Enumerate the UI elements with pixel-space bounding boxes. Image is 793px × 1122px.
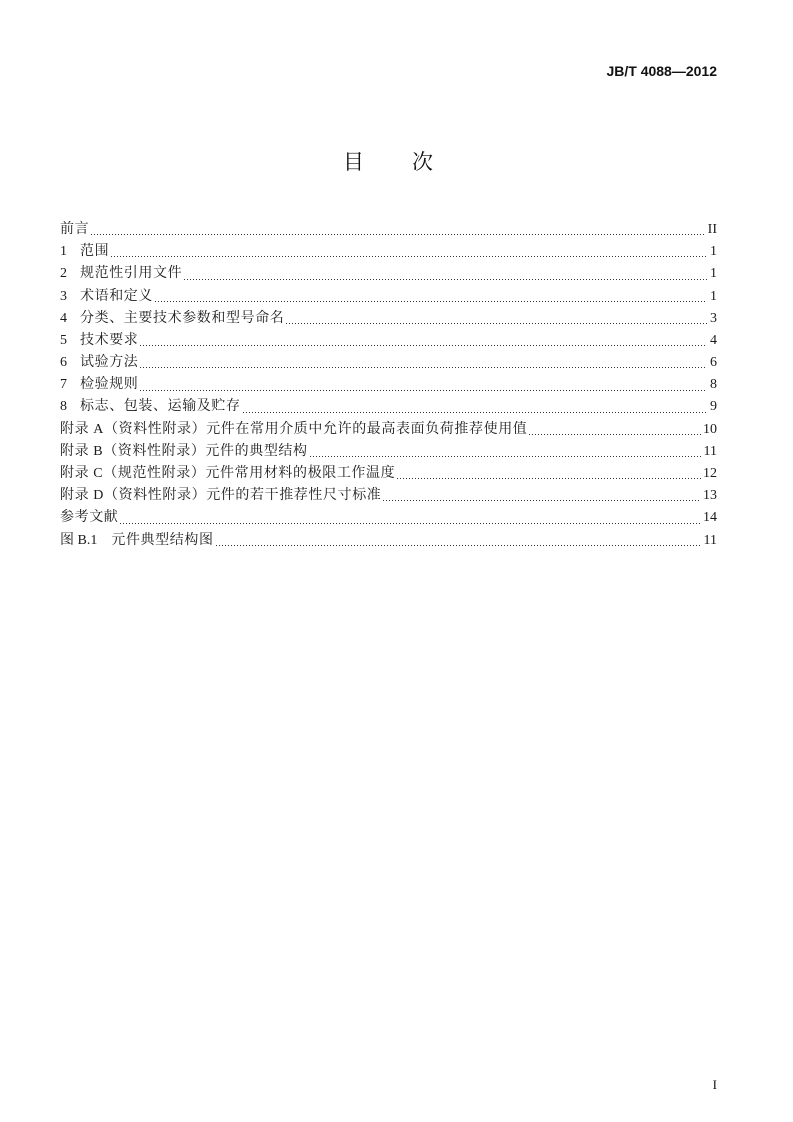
toc-entry-page: II [707, 221, 717, 237]
dot-leader [140, 352, 707, 374]
toc-entry-title: 参考文献 [60, 510, 119, 526]
toc-entry-2 [60, 263, 717, 285]
toc-entry-page: 13 [703, 488, 717, 504]
toc-entry-title: 附录 B（资料性附录）元件的典型结构 [60, 443, 308, 459]
dot-leader [310, 441, 702, 463]
toc-entry-title: 技术要求 [80, 332, 139, 348]
toc-entry-number: 1 [60, 244, 67, 260]
standard-number: JB/T 4088—2012 [606, 63, 717, 79]
toc-entry-title: 检验规则 [80, 377, 139, 393]
toc-entry-annex-d [60, 485, 717, 507]
toc-entry-number: 5 [60, 332, 67, 348]
dot-leader [155, 286, 707, 308]
toc-entry-number: 图 B.1 [60, 532, 98, 548]
toc-entry-title: 附录 D（资料性附录）元件的若干推荐性尺寸标准 [60, 488, 382, 504]
dot-leader [397, 463, 701, 485]
toc-entry-number: 6 [60, 355, 67, 371]
toc-entry-title: 术语和定义 [80, 288, 153, 304]
dot-leader [140, 374, 707, 396]
toc-entry-title: 元件典型结构图 [111, 532, 214, 548]
toc-entry-figure-b1 [60, 530, 717, 552]
toc-entry-page: 12 [703, 466, 717, 482]
toc-entry-6 [60, 352, 717, 374]
dot-leader [243, 397, 707, 419]
toc-entry-page: 11 [703, 443, 717, 459]
toc-entry-title: 规范性引用文件 [80, 266, 183, 282]
toc-entry-8 [60, 397, 717, 419]
toc-entry-page: 3 [710, 310, 717, 326]
dot-leader [529, 419, 701, 441]
toc-entry-foreword [60, 219, 717, 241]
toc-entry-number: 3 [60, 288, 67, 304]
toc-entry-page: 1 [710, 244, 717, 260]
toc-entry-title: 前言 [60, 221, 90, 237]
toc-entry-annex-a [60, 419, 717, 441]
toc-entry-page: 14 [703, 510, 717, 526]
toc-entry-page: 9 [710, 399, 717, 415]
toc-entry-5 [60, 330, 717, 352]
toc-entry-title: 试验方法 [80, 355, 139, 371]
dot-leader [184, 263, 707, 285]
toc-entry-1 [60, 241, 717, 263]
toc-heading: 目 次 [343, 150, 447, 174]
toc-entry-3 [60, 286, 717, 308]
toc-entry-4 [60, 308, 717, 330]
toc-entry-bibliography [60, 507, 717, 529]
toc-entry-number: 2 [60, 266, 67, 282]
toc-entry-number: 4 [60, 310, 67, 326]
toc-entry-page: 10 [703, 421, 717, 437]
dot-leader [216, 530, 702, 552]
toc-entry-title: 标志、包装、运输及贮存 [80, 399, 241, 415]
dot-leader [383, 485, 701, 507]
toc-entry-number: 7 [60, 377, 67, 393]
toc-entry-title: 范围 [80, 244, 110, 260]
toc-entry-title: 附录 C（规范性附录）元件常用材料的极限工作温度 [60, 466, 396, 482]
toc-entry-page: 11 [703, 532, 717, 548]
toc-entry-annex-b [60, 441, 717, 463]
page-number: I [712, 1077, 717, 1092]
toc-entry-title: 分类、主要技术参数和型号命名 [80, 310, 285, 326]
table-of-contents [60, 219, 717, 552]
dot-leader [286, 308, 707, 330]
toc-entry-page: 1 [710, 266, 717, 282]
toc-entry-page: 1 [710, 288, 717, 304]
toc-entry-7 [60, 374, 717, 396]
toc-entry-page: 6 [710, 355, 717, 371]
dot-leader [111, 241, 707, 263]
toc-entry-number: 8 [60, 399, 67, 415]
dot-leader [120, 507, 701, 529]
toc-entry-annex-c [60, 463, 717, 485]
dot-leader [91, 219, 705, 241]
toc-entry-title: 附录 A（资料性附录）元件在常用介质中允许的最高表面负荷推荐使用值 [60, 421, 528, 437]
toc-entry-page: 4 [710, 332, 717, 348]
dot-leader [140, 330, 707, 352]
toc-entry-page: 8 [710, 377, 717, 393]
